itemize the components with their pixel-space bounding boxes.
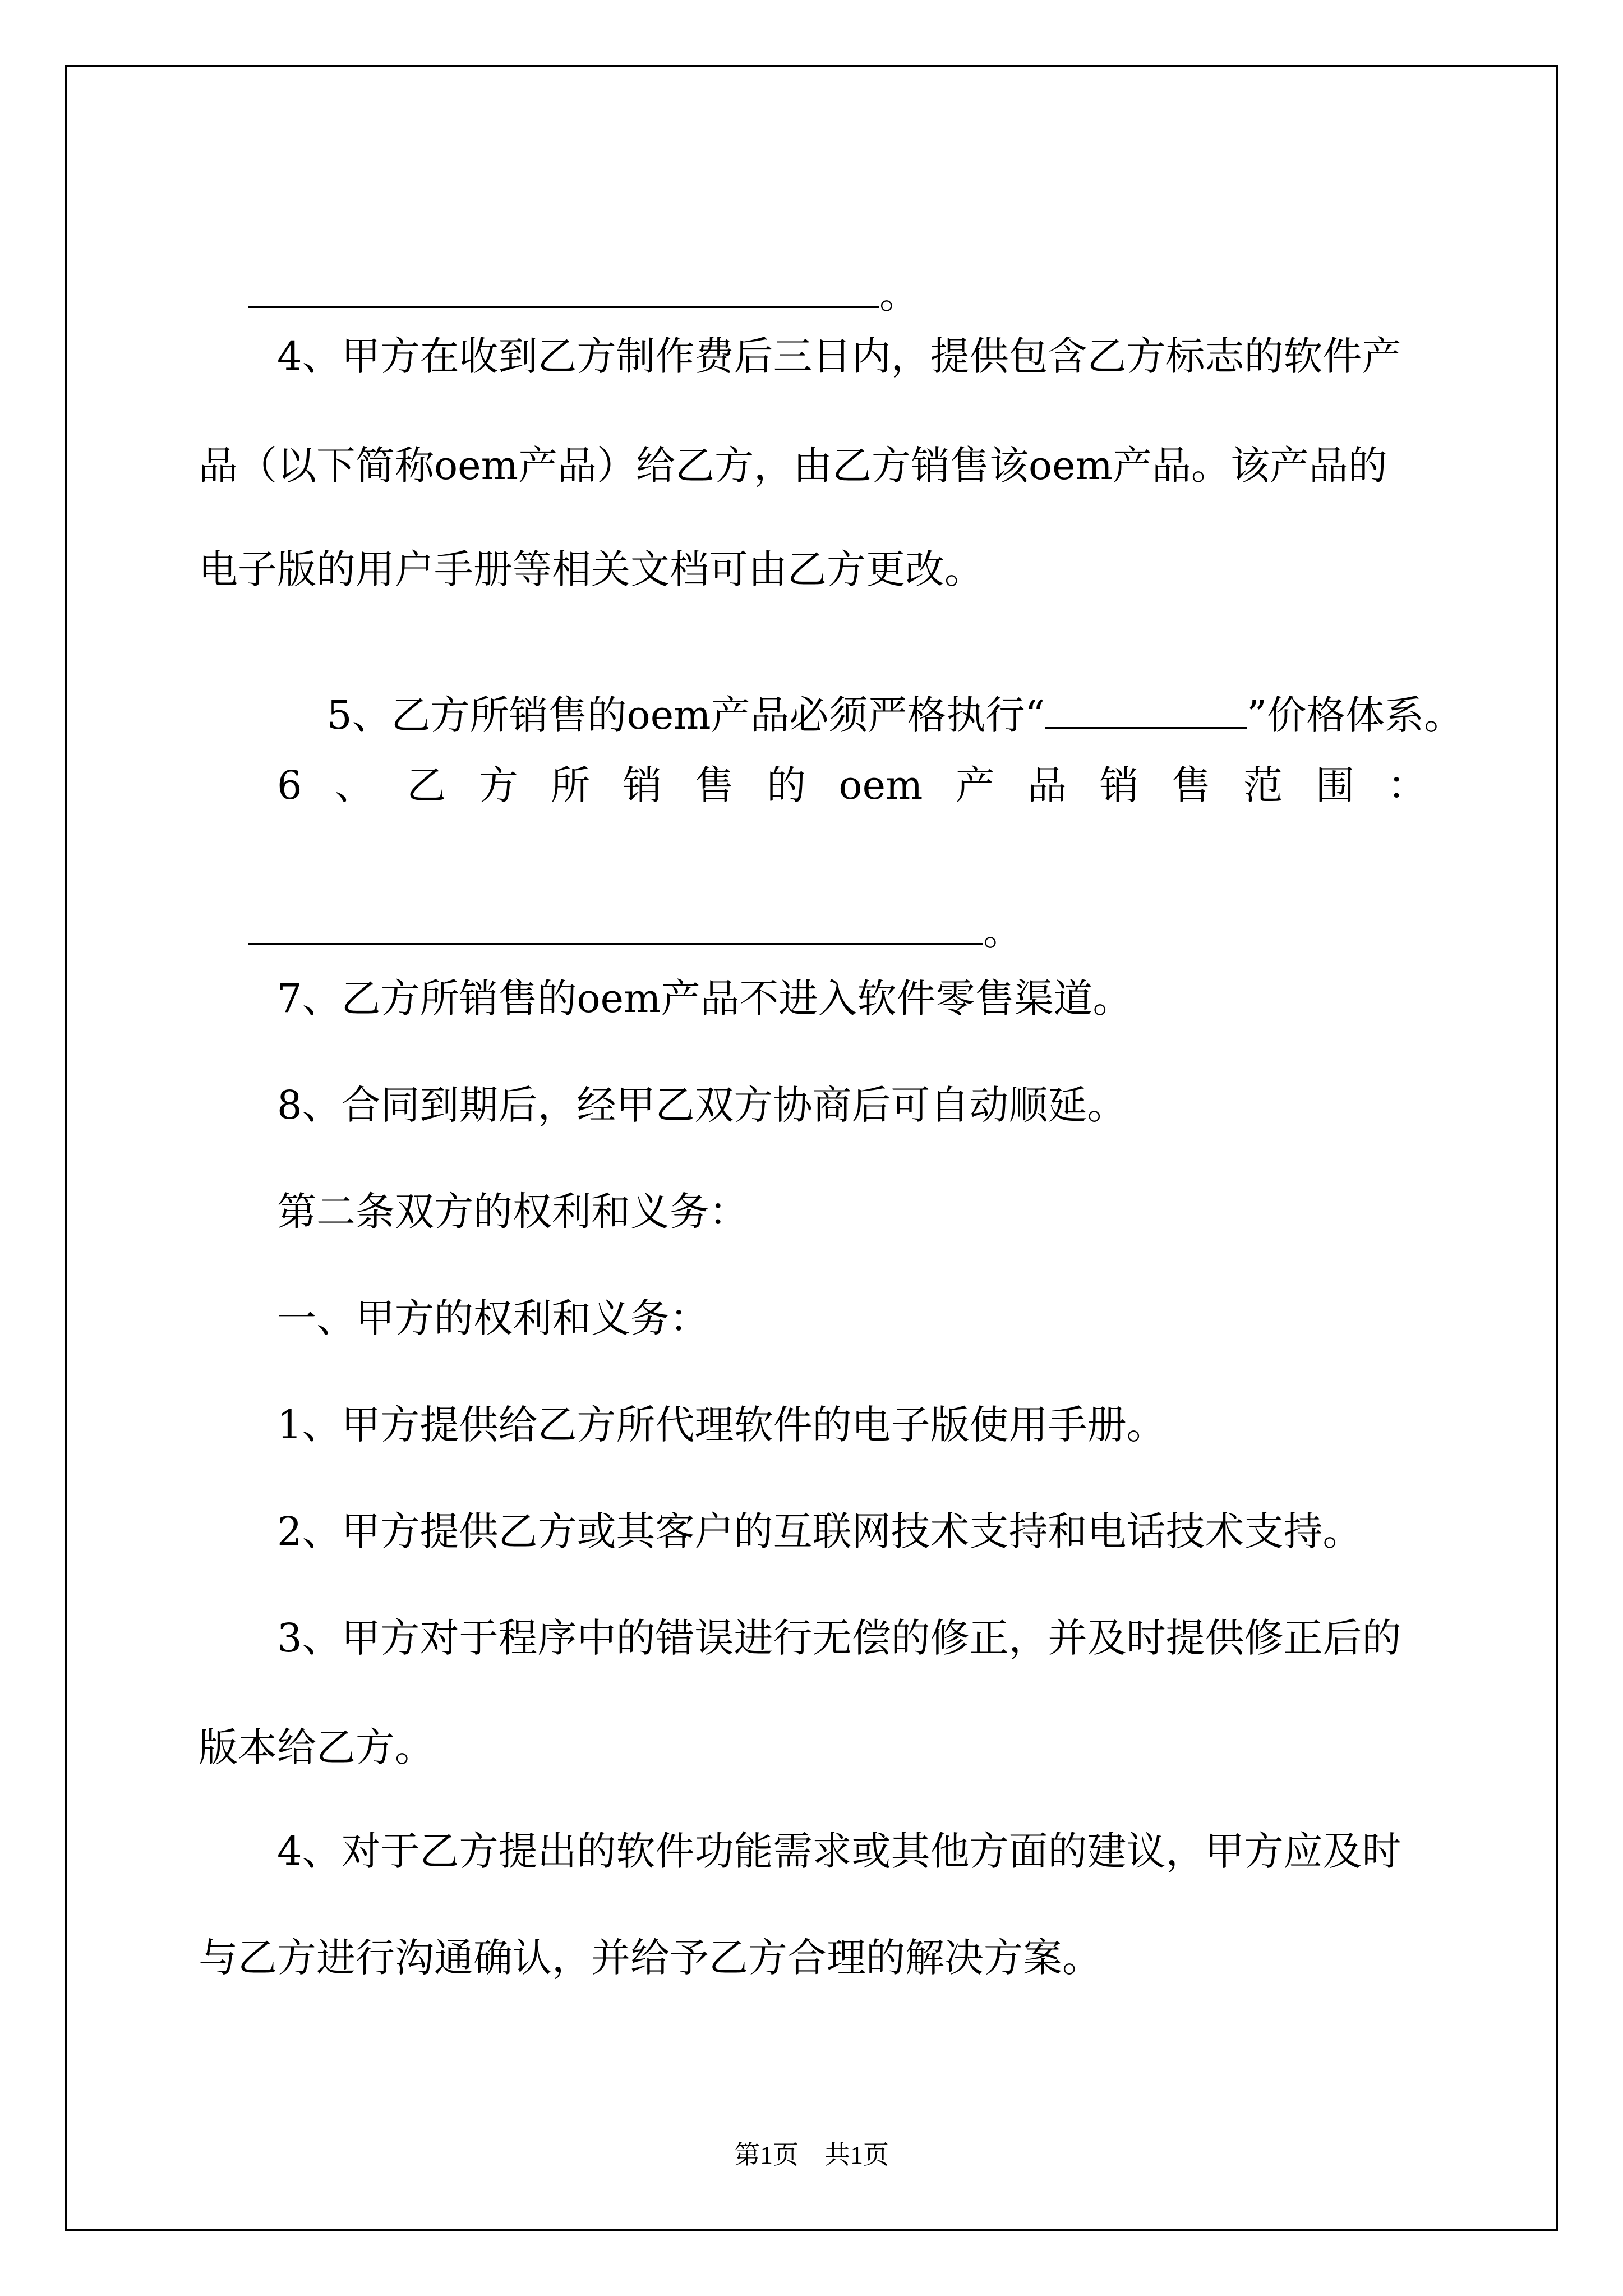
item-3-line-1: 3、甲方对于程序中的错误进行无偿的修正，并及时提供修正后的: [277, 1615, 1401, 1661]
item-3-line-2: 版本给乙方。: [199, 1724, 434, 1770]
range-blank-underline: [248, 943, 983, 945]
section-1-heading: 一、甲方的权利和义务：: [277, 1295, 709, 1341]
paragraph-5-suffix: ”价格体系。: [1247, 692, 1464, 738]
price-blank-underline: [1045, 727, 1247, 729]
p6-char: 销: [1099, 762, 1139, 808]
p6-char: 所: [550, 762, 590, 808]
p6-char: 销: [623, 762, 662, 808]
item-2: 2、甲方提供乙方或其客户的互联网技术支持和电话技术支持。: [277, 1508, 1362, 1554]
paragraph-6-line-2: [199, 872, 1022, 990]
p6-char: 产: [955, 762, 995, 808]
article-2-heading: 第二条双方的权利和义务：: [277, 1189, 748, 1235]
paragraph-5-prefix: 5、乙方所销售的oem产品必须严格执行“: [327, 692, 1045, 738]
p6-char: 品: [1027, 762, 1067, 808]
p6-char: 的: [767, 762, 806, 808]
page-footer: 第1页 共1页: [734, 2141, 889, 2169]
paragraph-7: 7、乙方所销售的oem产品不进入软件零售渠道。: [277, 976, 1132, 1022]
p6-char: 售: [694, 762, 734, 808]
period: 。: [983, 908, 1023, 954]
paragraph-4-line-1: 4、甲方在收到乙方制作费后三日内，提供包含乙方标志的软件产: [277, 333, 1401, 379]
paragraph-6-line-1: [277, 762, 1427, 808]
p6-char: 乙: [407, 762, 446, 808]
paragraph-4-line-2: 品（以下简称oem产品）给乙方，由乙方销售该oem产品。该产品的: [199, 443, 1387, 489]
item-1: 1、甲方提供给乙方所代理软件的电子版使用手册。: [277, 1402, 1166, 1448]
p6-char: 、: [334, 762, 374, 808]
page-frame: [65, 65, 1558, 2231]
paragraph-4-line-3: 电子版的用户手册等相关文档可由乙方更改。: [199, 546, 984, 592]
p6-char: 方: [478, 762, 518, 808]
paragraph-8: 8、合同到期后，经甲乙双方协商后可自动顺延。: [277, 1082, 1127, 1128]
p6-char: 围: [1315, 762, 1355, 808]
p6-char: oem: [838, 762, 923, 808]
p6-char: 6: [277, 762, 302, 808]
item-4-line-2: 与乙方进行沟通确认，并给予乙方合理的解决方案。: [199, 1935, 1101, 1981]
blank-underline: [248, 306, 879, 308]
p6-char: 范: [1243, 762, 1283, 808]
p6-char: 售: [1171, 762, 1211, 808]
item-4-line-1: 4、对于乙方提出的软件功能需求或其他方面的建议，甲方应及时: [277, 1828, 1401, 1874]
period: 。: [879, 272, 919, 318]
paragraph-5: [277, 656, 1463, 774]
p6-char: ：: [1387, 762, 1427, 808]
